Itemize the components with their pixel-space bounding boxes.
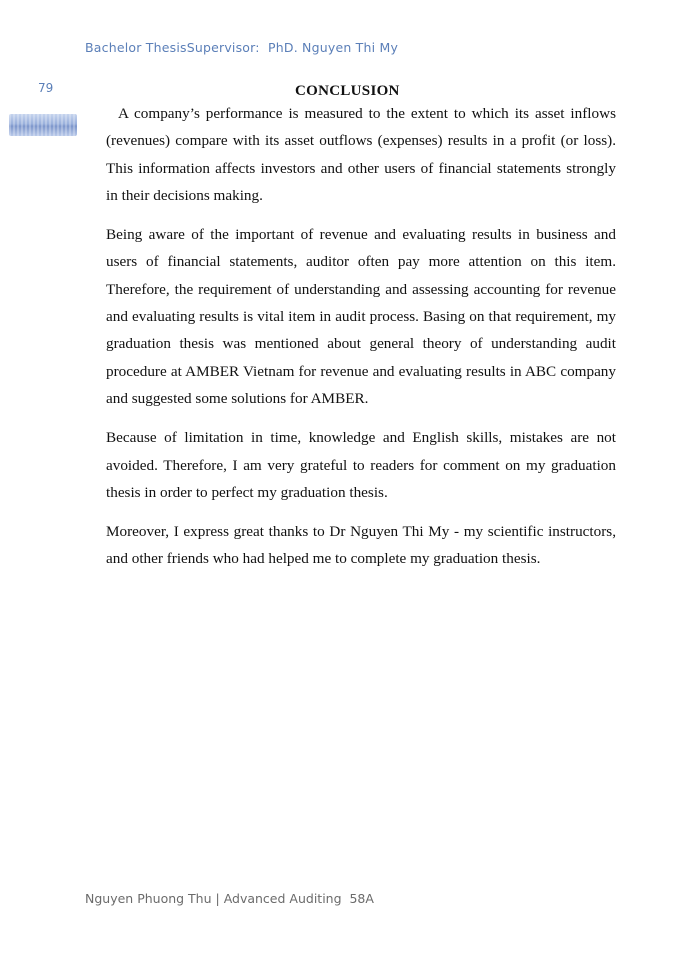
- paragraph-1: A company’s performance is measured to the extent to which its asset inflows (revenues) compare with its asset outflows (expenses) results in a profit (or loss). This information affects investors and other users of financial statements strongly in their decisions making.: [106, 105, 616, 204]
- page-tab-decoration: [9, 114, 77, 136]
- page-number: 79: [38, 81, 54, 95]
- running-footer: Nguyen Phuong Thu | Advanced Auditing 58A: [85, 891, 374, 906]
- page-title: CONCLUSION: [295, 83, 400, 99]
- paragraph-4: Moreover, I express great thanks to Dr Nguyen Thi My - my scientific instructors, and other friends who had helped me to complete my graduation thesis.: [106, 523, 616, 568]
- conclusion-body: [106, 100, 616, 585]
- running-header: Bachelor ThesisSupervisor: PhD. Nguyen Thi My: [85, 40, 399, 55]
- paragraph-3: Because of limitation in time, knowledge and English skills, mistakes are not avoided. Therefore, I am very grateful to readers for comment on my graduation thesis in order to perfect my graduation thesis.: [106, 429, 616, 501]
- paragraph-2: Being aware of the important of revenue and evaluating results in business and users of financial statements, auditor often pay more attention on this item. Therefore, the requirement of understanding and assessing accounting for revenue and evaluating results is vital item in audit process. Basing on that requirement, my graduation thesis was mentioned about general theory of understanding audit procedure at AMBER Vietnam for revenue and evaluating results in ABC company and suggested some solutions for AMBER.: [106, 226, 616, 407]
